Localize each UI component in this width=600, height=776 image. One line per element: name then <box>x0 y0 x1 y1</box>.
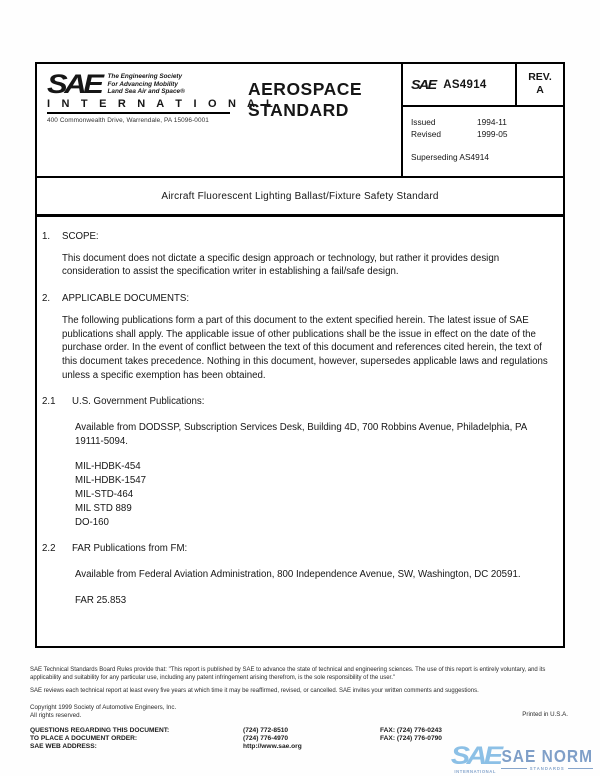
section-number: 2.1 <box>42 396 56 408</box>
document-title: Aircraft Fluorescent Lighting Ballast/Fixture Safety Standard <box>161 190 439 202</box>
revised-date: 1999-05 <box>477 129 508 139</box>
document-type-line: AEROSPACE <box>248 79 363 99</box>
copyright-block <box>30 704 176 719</box>
sae-norm-watermark <box>450 742 593 774</box>
contact-block <box>30 727 470 752</box>
contact-url: http://www.sae.org <box>243 743 302 751</box>
watermark-international-label: INTERNATIONAL <box>454 769 497 774</box>
contact-phone: (724) 776-4970 <box>243 735 289 743</box>
tagline-line: Land Sea Air and Space® <box>107 88 185 96</box>
publication-list <box>75 594 553 608</box>
section-far-publications <box>42 542 553 607</box>
document-number: AS4914 <box>443 78 487 91</box>
sae-logo-small: SAE <box>411 77 436 92</box>
sae-norm-logo-icon: SAE <box>450 742 500 770</box>
rights-line: All rights reserved. <box>30 711 82 719</box>
tagline-line: The Engineering Society <box>107 73 183 80</box>
revised-label: Revised <box>411 129 441 139</box>
paragraph: The following publications form a part of this document to the extent specified herein. The latest issue of SAE publications shall apply. The applicable issue of other publications shall be the issue in effect on the date of the purchase order. In the event of conflict between the text of this document and references cited herein, the text of this document takes precedence. Nothing in this document, however, supersedes applicable laws and regulations unless a specific exemption has been obtained. <box>62 314 548 381</box>
sae-logo-block <box>47 69 277 124</box>
contact-fax: FAX: (724) 776-0790 <box>380 735 442 743</box>
printed-in-usa: Printed in U.S.A. <box>522 711 568 718</box>
doc-id-cell <box>403 64 515 105</box>
watermark-dash-left <box>501 768 526 769</box>
section-number: 2. <box>42 293 51 305</box>
paragraph: Available from DODSSP, Subscription Services Desk, Building 4D, 700 Robbins Avenue, Philadelphia, PA 19111-5094. <box>75 422 527 447</box>
section-applicable-documents <box>42 292 553 382</box>
revision-label: REV. <box>528 71 552 83</box>
publication-list <box>75 460 553 530</box>
issued-label: Issued <box>411 117 436 127</box>
header-left <box>37 64 401 176</box>
watermark-standards-label: STANDARDS <box>529 766 565 771</box>
contact-label: SAE WEB ADDRESS: <box>30 743 97 751</box>
paragraph: Available from Federal Aviation Administration, 800 Independence Avenue, SW, Washington, DC 20591. <box>75 569 521 581</box>
watermark-left <box>450 742 500 774</box>
sae-tagline <box>108 71 185 96</box>
contact-label: QUESTIONS REGARDING THIS DOCUMENT: <box>30 727 170 734</box>
publication-item: MIL-HDBK-454 <box>75 461 141 473</box>
document-frame <box>35 62 565 648</box>
publication-item: MIL-HDBK-1547 <box>75 475 147 487</box>
contact-phone: (724) 772-8510 <box>243 727 289 734</box>
document-title-band <box>37 178 563 217</box>
sae-address: 400 Commonwealth Drive, Warrendale, PA 15096-0001 <box>47 117 209 124</box>
tagline-line: For Advancing Mobility <box>107 80 178 88</box>
review-policy-note: SAE reviews each technical report at least every five years at which time it may be reaffirmed, revised, or cancelled. SAE invites your written comments and suggestions. <box>30 688 479 694</box>
doc-id-row <box>403 64 563 107</box>
publication-item: FAR 25.853 <box>75 594 127 606</box>
watermark-standards-row <box>501 766 593 771</box>
sae-logo: SAE <box>47 69 101 99</box>
issued-date: 1994-11 <box>477 117 507 127</box>
legal-fine-print: SAE Technical Standards Board Rules provide that: "This report is published by SAE to advance the state of technical and engineering sciences. The use of this report is entirely voluntary, and its applicability and suitability for any particular use, including any patent infringement arising therefrom, is the sole responsibility of the user." <box>30 667 546 681</box>
section-heading-row <box>42 230 553 244</box>
contact-label: TO PLACE A DOCUMENT ORDER: <box>30 735 138 743</box>
section-heading: FAR Publications from FM: <box>72 543 188 555</box>
header-id-box <box>401 64 563 176</box>
copyright-line: Copyright 1999 Society of Automotive Engineers, Inc. <box>30 704 177 711</box>
publication-item: MIL-STD-464 <box>75 489 134 501</box>
section-number: 2.2 <box>42 543 56 555</box>
section-scope <box>42 230 553 279</box>
section-us-government-publications <box>42 395 553 530</box>
section-heading-row <box>42 542 553 556</box>
section-heading: U.S. Government Publications: <box>72 396 205 408</box>
sae-international-label: I N T E R N A T I O N A L <box>47 98 230 114</box>
issue-meta-cell <box>403 107 563 176</box>
section-number: 1. <box>42 231 51 242</box>
watermark-right <box>501 745 593 771</box>
contact-fax: FAX: (724) 776-0243 <box>380 727 442 734</box>
publication-item: MIL STD 889 <box>75 503 132 515</box>
document-header <box>37 64 563 178</box>
document-type-line: STANDARD <box>248 100 349 120</box>
section-heading-row <box>42 395 553 409</box>
section-heading: SCOPE: <box>62 231 99 242</box>
document-body <box>37 217 563 646</box>
section-heading: APPLICABLE DOCUMENTS: <box>62 293 190 305</box>
watermark-name: SAE NORM <box>501 746 593 767</box>
document-type-title <box>248 79 378 121</box>
paragraph: This document does not dictate a specific design approach or technology, but rather it provides design consideration to assist the specification writer in establishing a fail/safe design. <box>62 252 500 278</box>
publication-item: DO-160 <box>75 517 109 529</box>
revision-value: A <box>536 84 544 96</box>
revision-cell <box>515 64 563 105</box>
watermark-dash-right <box>568 768 593 769</box>
section-heading-row <box>42 292 553 306</box>
superseding-note: Superseding AS4914 <box>411 152 489 162</box>
